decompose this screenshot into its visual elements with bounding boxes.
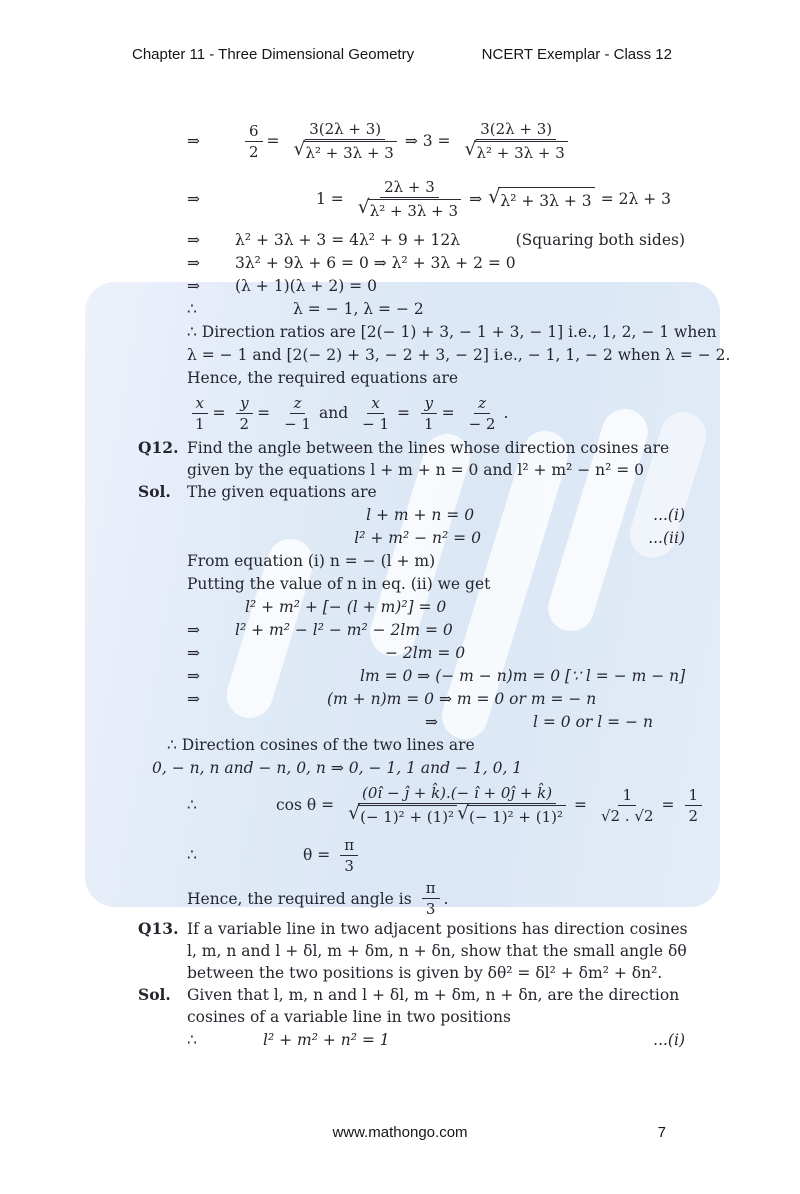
sqrt-expression: √ λ² + 3λ + 3 [488,187,595,212]
sqrt-expression: √ λ² + 3λ + 3 [358,199,461,220]
equals: = [661,796,675,814]
equation-line: ⇒ l² + m² − l² − m² − 2lm = 0 [187,620,453,639]
question-text-line: Find the angle between the lines whose direction cosines are [187,439,670,457]
paragraph-line: Hence, the required angle is $\frac{\pi}{3}$ . [187,879,449,918]
question-text-line: l, m, n and l + δl, m + δm, n + δn, show that the small angle δθ [187,942,687,960]
question-text-line: If a variable line in two adjacent positions has direction cosines [187,920,688,938]
equation-line [187,297,685,320]
equation-line [187,1028,685,1051]
paragraph-line: Putting the value of n in eq. (ii) we get [187,574,491,593]
question-12 [138,437,685,481]
sqrt-expression: √ λ² + 3λ + 3 [294,141,397,162]
fraction: $\frac{z}{- 2}$ [468,393,496,433]
sqrt-expression: √ (− 1)² + (1)² [348,805,457,826]
question-13 [138,918,688,984]
implies-equals: ⇒ 3 = [404,132,451,150]
equation-line: ⇒ − 2lm = 0 [187,643,466,662]
fraction: $\frac{1}{√2 . √2}$ [600,785,654,825]
paragraph-line: Hence, the required equations are [187,368,459,387]
solution-12 [138,481,685,503]
footer-site-url: www.mathongo.com [332,1124,468,1141]
therefore-symbol: ∴ [187,796,197,814]
implies-symbol: ⇒ [187,276,200,295]
equation-note: (Squaring both sides) [515,230,685,249]
radical-sign: √ [488,184,501,208]
radical-sign: √ [457,803,470,824]
equation-text: (λ + 1)(λ + 2) = 0 [235,276,377,295]
equals: = [397,404,411,422]
implies-symbol: ⇒ [187,643,200,662]
equation-line [187,228,685,251]
implies-symbol: ⇒ [187,230,200,249]
implies-symbol: ⇒ [425,712,438,731]
equals: = [441,404,455,422]
paragraph-line: λ = − 1 and [2(− 2) + 3, − 2 + 3, − 2] i.e., − 1, 1, − 2 when λ = − 2. [187,345,731,364]
equation-line [187,274,685,297]
sqrt-expression: √ (− 1)² + (1)² [457,805,566,826]
page-header [132,46,672,63]
equation-line [187,389,685,437]
paragraph-line: From equation (i) n = − (l + m) [187,551,436,570]
sqrt-expression: √ λ² + 3λ + 3 [465,141,568,162]
equation-ref: ...(i) [653,505,685,524]
solution-text-line: The given equations are [187,483,377,501]
fraction: $\frac{6}{2}$ [245,122,263,161]
header-book-title: NCERT Exemplar - Class 12 [481,46,672,63]
period: . [503,404,509,422]
radical-sign: √ [293,139,306,160]
equation-line [187,526,685,549]
page-number: 7 [657,1124,666,1141]
fraction: $\frac{1}{2}$ [685,786,703,825]
therefore-symbol: ∴ [187,1030,197,1049]
equation-text: λ = − 1, λ = − 2 [293,299,424,318]
equation-line: l² + m² + [− (l + m)²] = 0 [245,597,447,616]
fraction: $\frac{y}{1}$ [420,394,438,433]
implies-symbol: ⇒ [187,190,200,208]
page-footer [0,1124,800,1141]
solution-label: Sol. [138,985,171,1004]
fraction: (0î − ĵ + k̂).(− î + 0ĵ + k̂) √ (− 1)² + (1)² √ (− 1)² + (1)² [344,784,570,826]
question-text-line: between the two positions is given by δθ² = δl² + δm² + δn². [187,964,663,982]
radical-sign: √ [348,803,361,824]
equation-line [187,170,685,228]
question-label: Q12. [138,438,179,457]
equation-ref: ...(ii) [648,528,685,547]
implies-symbol: ⇒ [187,620,200,639]
solution-text-line: cosines of a variable line in two positions [187,1008,511,1026]
equation-text: = 2λ + 3 [600,190,671,208]
radical-sign: √ [357,197,370,218]
equation-line: ⇒ l = 0 or l = − n [425,712,653,731]
solution-label: Sol. [138,482,171,501]
equals: = [257,404,271,422]
equation-line [187,112,685,170]
equation-text: l² + m² − n² = 0 [354,528,481,547]
solution-13 [138,984,685,1028]
fraction: $\frac{\pi}{3}$ [422,879,440,918]
fraction: $\frac{\pi}{3}$ [340,836,358,875]
equation-text: θ = [303,846,331,864]
implies-symbol: ⇒ [187,666,200,685]
equation-line [187,251,685,274]
fraction: $\frac{x}{1}$ [191,394,209,433]
equation-ref: ...(i) [653,1030,685,1049]
implies-symbol: ⇒ [187,689,200,708]
fraction: $\frac{y}{2}$ [236,394,254,433]
equation-line [187,779,699,831]
therefore-symbol: ∴ [187,846,197,864]
fraction: 3(2λ + 3) √ λ² + 3λ + 3 [461,120,572,162]
equation-line: ⇒ lm = 0 ⇒ (− m − n)m = 0 [∵ l = − m − n] [187,666,686,685]
equation-line [187,503,685,526]
question-label: Q13. [138,919,179,938]
therefore-symbol: ∴ [187,299,197,318]
period: . [443,889,449,908]
question-text-line: given by the equations l + m + n = 0 and l² + m² − n² = 0 [187,461,645,479]
fraction: $\frac{x}{- 1}$ [362,393,390,433]
solution-text-line: Given that l, m, n and l + δl, m + δm, n + δn, are the direction [187,986,680,1004]
equation-line: ⇒ (m + n)m = 0 ⇒ m = 0 or m = − n [187,689,597,708]
paragraph-line: ∴ Direction ratios are [2(− 1) + 3, − 1 + 3, − 1] i.e., 1, 2, − 1 when [187,322,717,341]
and-text: and [318,404,349,422]
paragraph-line: ∴ Direction cosines of the two lines are [167,735,475,754]
fraction: $\frac{z}{- 1}$ [284,393,311,433]
equation-text: l + m + n = 0 [366,505,475,524]
implies-symbol: ⇒ [187,132,200,150]
fraction: 2λ + 3 √ λ² + 3λ + 3 [354,178,465,220]
equation-text: cos θ = [276,796,335,814]
equation-line: 0, − n, n and − n, 0, n ⇒ 0, − 1, 1 and − 1, 0, 1 [152,758,523,777]
radical-sign: √ [464,139,477,160]
equals: = [573,796,587,814]
implies-symbol: ⇒ [187,253,200,272]
header-chapter-title: Chapter 11 - Three Dimensional Geometry [132,46,415,63]
implies-symbol: ⇒ [469,190,483,208]
equation-text: 3λ² + 9λ + 6 = 0 ⇒ λ² + 3λ + 2 = 0 [235,253,516,272]
equation-line [187,831,685,879]
solution-content [138,112,731,1051]
equals: = [266,132,280,150]
fraction: 3(2λ + 3) √ λ² + 3λ + 3 [290,120,401,162]
equation-text: 1 = [316,190,344,208]
equation-text: λ² + 3λ + 3 = 4λ² + 9 + 12λ [235,230,461,249]
equals: = [212,404,226,422]
equation-text: l² + m² + n² = 1 [263,1030,390,1049]
